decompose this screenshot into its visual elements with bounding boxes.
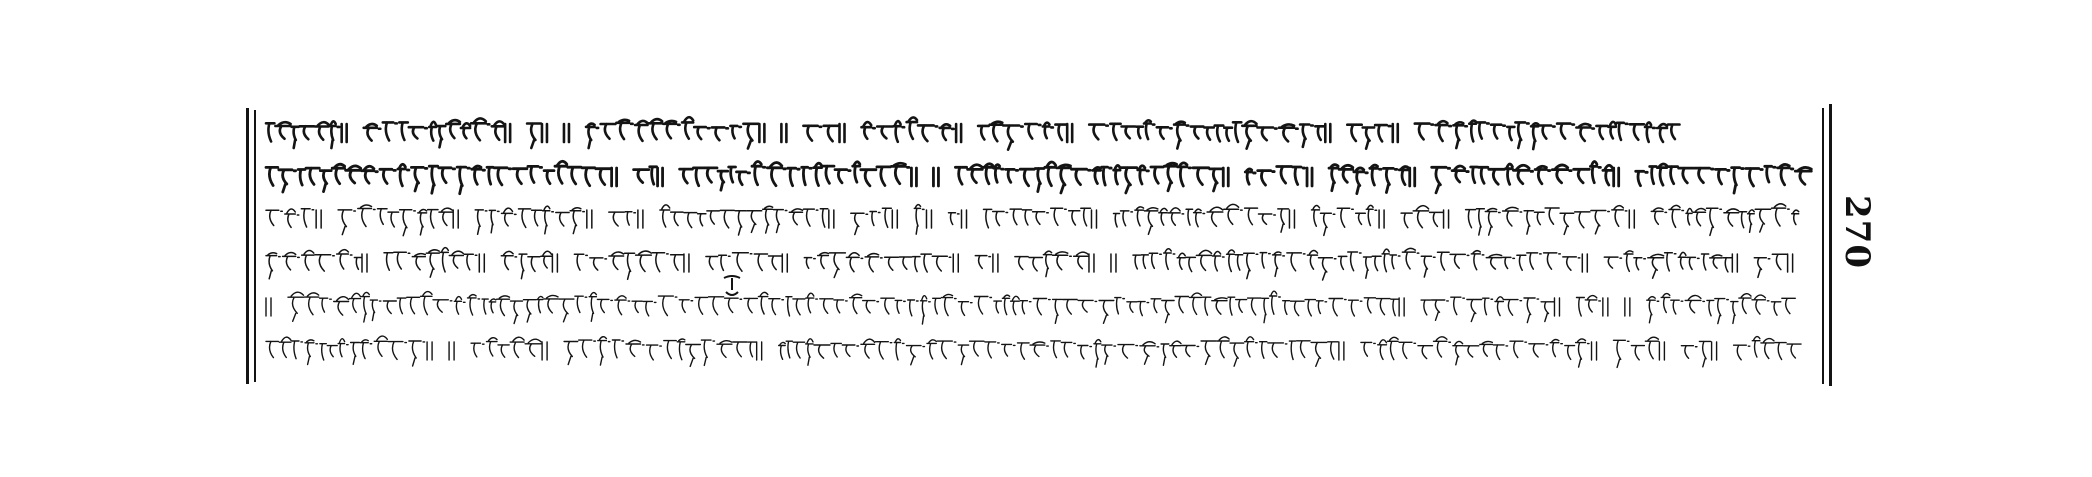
folio-number-text: 270 <box>1837 195 1878 269</box>
handwritten-glyph-strokes <box>266 161 1811 193</box>
manuscript-line-4 <box>262 244 1818 288</box>
right-margin-rule-inner <box>1822 108 1824 384</box>
handwritten-script-line-2 <box>262 156 1818 200</box>
folio-number <box>1838 190 1876 274</box>
manuscript-line-2 <box>262 156 1818 200</box>
manuscript-text-block <box>262 112 1818 376</box>
handwritten-glyph-strokes <box>266 204 1799 236</box>
manuscript-line-6 <box>262 332 1818 376</box>
manuscript-line-3 <box>262 200 1818 244</box>
manuscript-line-1 <box>262 112 1818 156</box>
handwritten-glyph-strokes <box>266 117 1680 149</box>
handwritten-script-line-3 <box>262 200 1818 244</box>
handwritten-glyph-strokes <box>266 336 1801 367</box>
interlinear-correction-mark <box>720 272 744 298</box>
handwritten-script-line-6 <box>262 332 1818 376</box>
right-margin-rule <box>1829 104 1832 386</box>
handwritten-glyph-strokes <box>266 291 1795 324</box>
handwritten-script-line-4 <box>262 244 1818 288</box>
manuscript-line-5 <box>262 288 1818 332</box>
left-margin-rule-inner <box>254 110 256 382</box>
handwritten-glyph-strokes <box>266 248 1793 280</box>
left-margin-rule <box>246 108 249 384</box>
handwritten-script-line-1 <box>262 112 1818 156</box>
handwritten-script-line-5 <box>262 288 1818 332</box>
